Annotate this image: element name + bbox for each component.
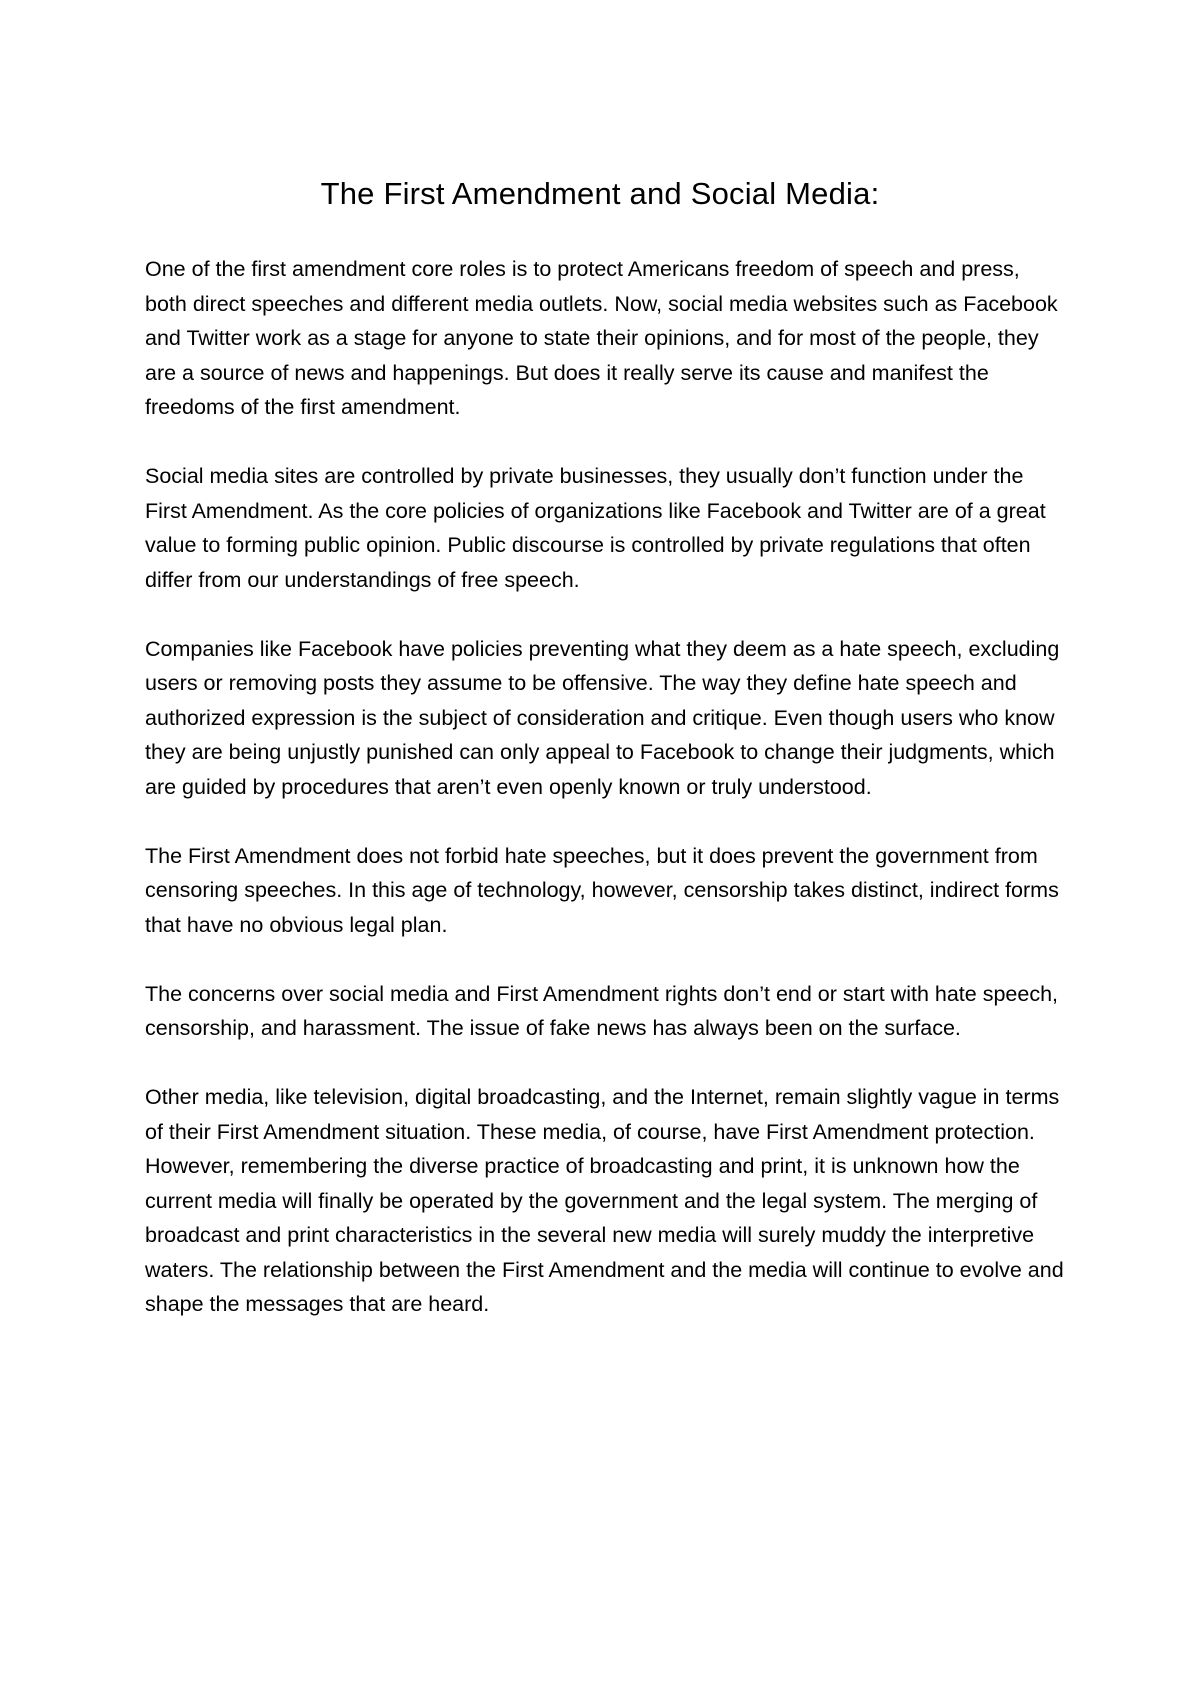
document-body	[145, 252, 1065, 1356]
paragraph-3: Companies like Facebook have policies preventing what they deem as a hate speech, excluding users or removing posts they assume to be offensive. The way they define hate speech and authorized expression is the subject of consideration and critique. Even though users who know they are being unjustly punished can only appeal to Facebook to change their judgments, which are guided by procedures that aren’t even openly known or truly understood.	[145, 636, 1060, 799]
paragraph-4: The First Amendment does not forbid hate speeches, but it does prevent the government from censoring speeches. In this age of technology, however, censorship takes distinct, indirect forms that have no obvious legal plan.	[145, 843, 1059, 937]
paragraph-5: The concerns over social media and First Amendment rights don’t end or start with hate speech, censorship, and harassment. The issue of fake news has always been on the surface.	[145, 981, 1059, 1040]
paragraph-1: One of the first amendment core roles is to protect Americans freedom of speech and press, both direct speeches and different media outlets. Now, social media websites such as Facebook and Twitter work as a stage for anyone to state their opinions, and for most of the people, they are a source of news and happenings. But does it really serve its cause and manifest the freedoms of the first amendment.	[145, 257, 1058, 419]
paragraph-6: Other media, like television, digital broadcasting, and the Internet, remain slightly vague in terms of their First Amendment situation. These media, of course, have First Amendment protection. However, remembering the diverse practice of broadcasting and print, it is unknown how the current media will finally be operated by the government and the legal system. The merging of broadcast and print characteristics in the several new media will surely muddy the interpretive waters. The relationship between the First Amendment and the media will continue to evolve and shape the messages that are heard.	[145, 1085, 1064, 1316]
paragraph-2: Social media sites are controlled by private businesses, they usually don’t function under the First Amendment. As the core policies of organizations like Facebook and Twitter are of a great value to forming public opinion. Public discourse is controlled by private regulations that often differ from our understandings of free speech.	[145, 464, 1046, 592]
document-title: The First Amendment and Social Media:	[320, 176, 880, 211]
